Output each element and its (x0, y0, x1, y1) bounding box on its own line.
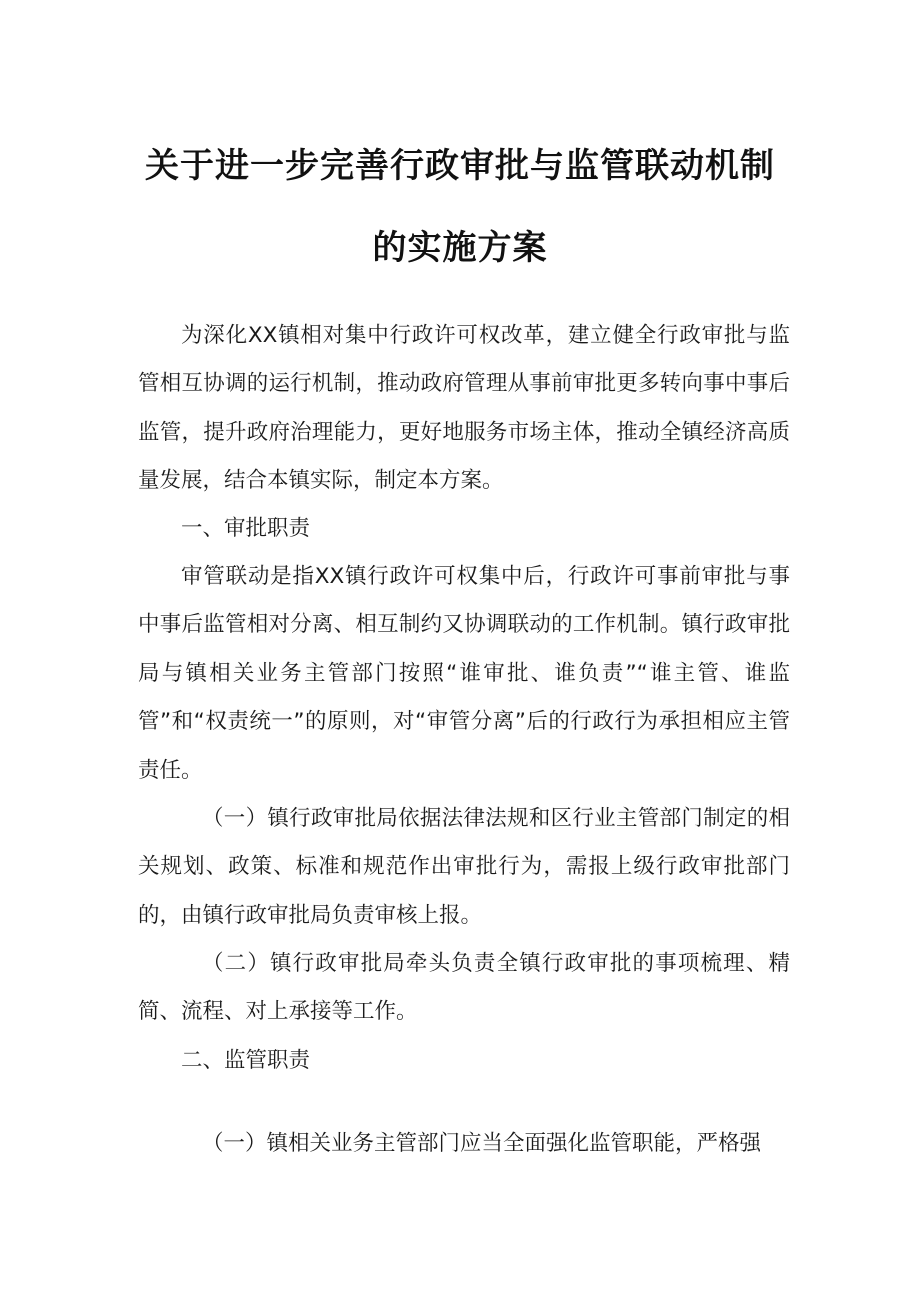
section-heading-supervision-duties: 二、监管职责 (181, 1048, 311, 1073)
section-heading-approval-duties: 一、审批职责 (181, 516, 311, 541)
document-title-line-2: 的实施方案 (372, 228, 548, 268)
intro-paragraph: 为深化XX镇相对集中行政许可权改革，建立健全行政审批与监管相互协调的运行机制，推动政府管理从事前审批更多转向事中事后监管，提升政府治理能力，更好地服务市场主体，推动全镇经济高质量发展，结合本镇实际，制定本方案。 (138, 323, 790, 494)
section2-item-1: （一）镇相关业务主管部门应当全面强化监管职能，严格强 (202, 1131, 762, 1156)
section1-paragraph: 审管联动是指XX镇行政许可权集中后，行政许可事前审批与事中事后监管相对分离、相互制约又协调联动的工作机制。镇行政审批局与镇相关业务主管部门按照“谁审批、谁负责”“谁主管、谁监管”和“权责统一”的原则，对“审管分离”后的行政行为承担相应主管责任。 (138, 564, 790, 783)
document-title-line-1: 关于进一步完善行政审批与监管联动机制 (145, 146, 775, 186)
section1-item-2: （二）镇行政审批局牵头负责全镇行政审批的事项梳理、精简、流程、对上承接等工作。 (138, 951, 790, 1025)
section1-item-1: （一）镇行政审批局依据法律法规和区行业主管部门制定的相关规划、政策、标准和规范作出审批行为，需报上级行政审批部门的，由镇行政审批局负责审核上报。 (138, 806, 790, 928)
